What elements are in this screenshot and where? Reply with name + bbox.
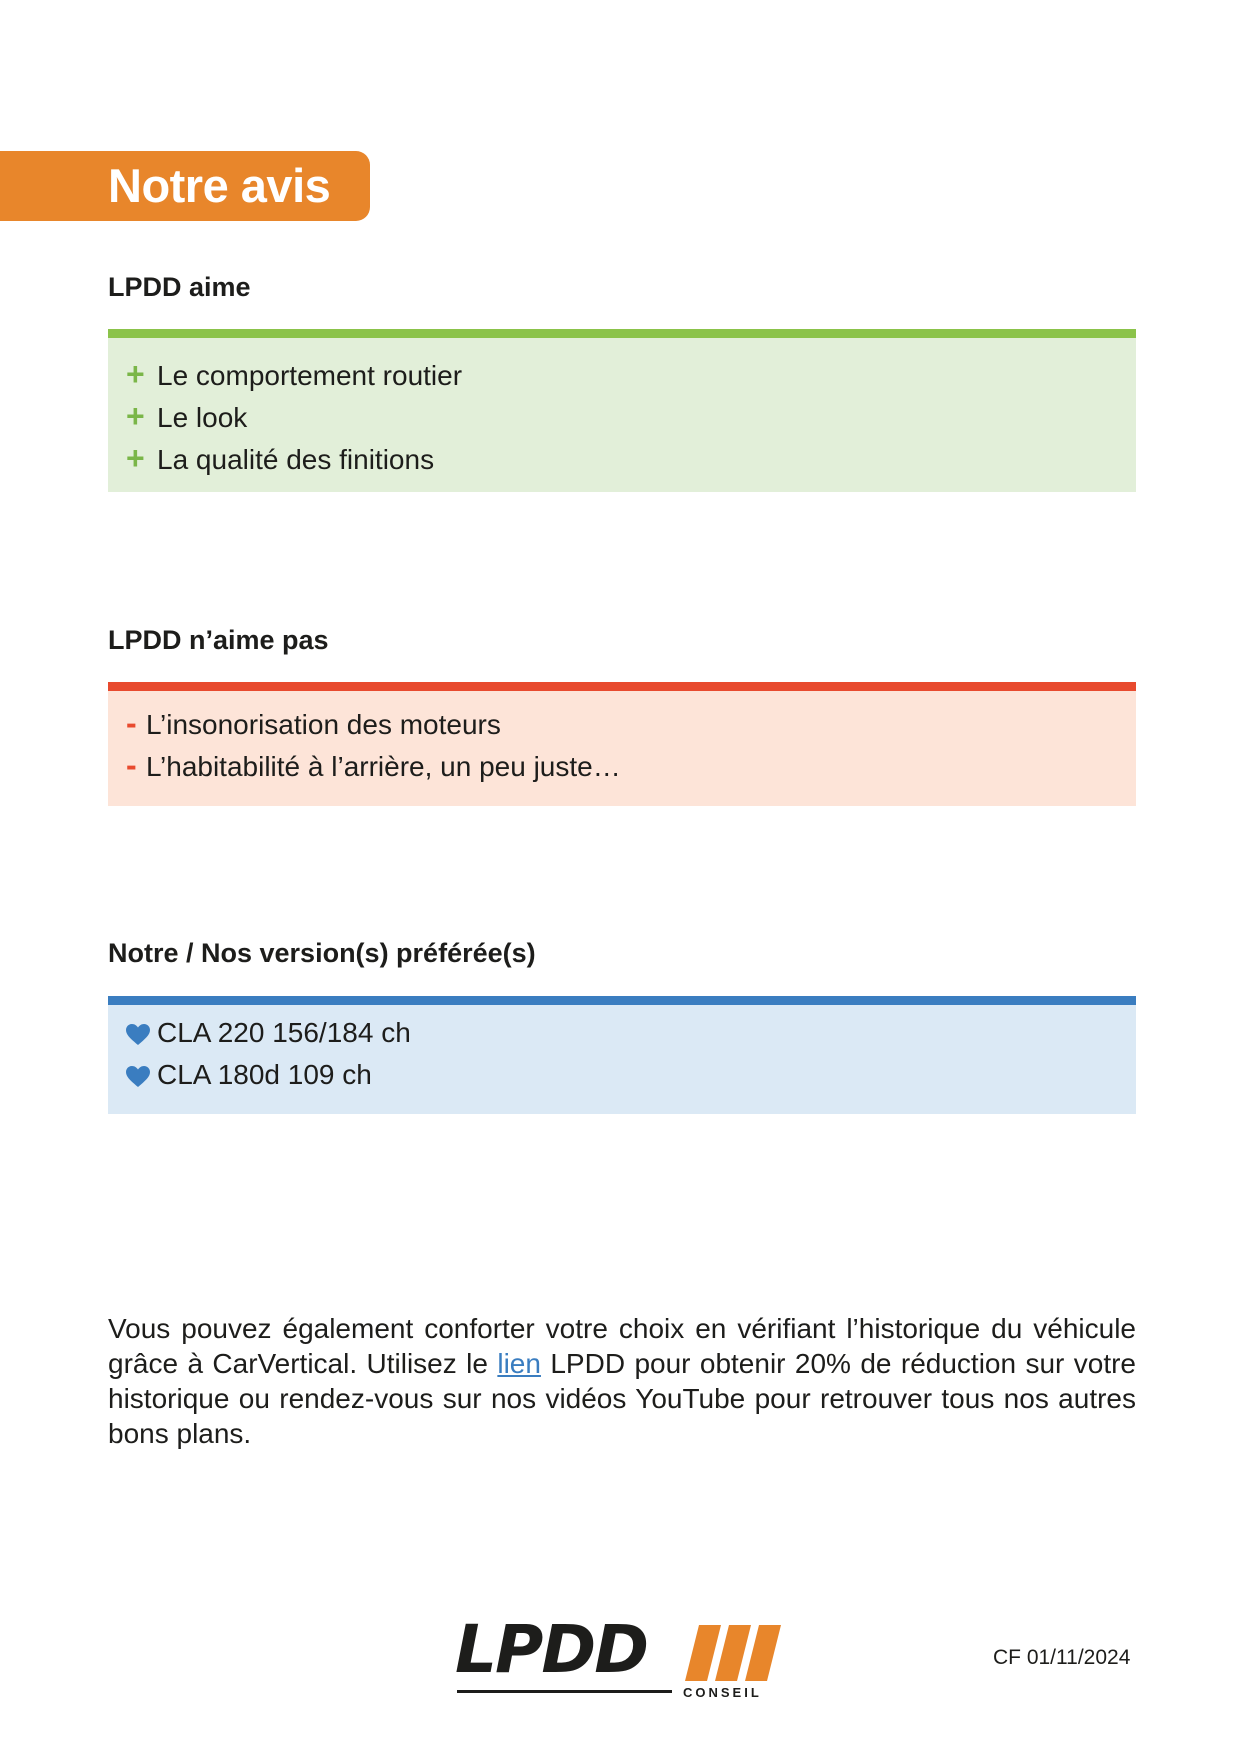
preferred-heading: Notre / Nos version(s) préférée(s) bbox=[108, 938, 536, 968]
dislikes-item: - L’habitabilité à l’arrière, un peu juste… bbox=[126, 744, 1136, 786]
dislikes-heading: LPDD n’aime pas bbox=[108, 625, 329, 655]
minus-icon: - bbox=[126, 747, 137, 783]
minus-icon: - bbox=[126, 705, 137, 741]
dislikes-item: - L’insonorisation des moteurs bbox=[126, 702, 1136, 744]
logo-underline bbox=[457, 1690, 672, 1693]
logo-stripes-icon bbox=[685, 1625, 785, 1681]
title-tab bbox=[0, 151, 370, 221]
dislikes-box bbox=[108, 682, 1136, 806]
carvertical-link[interactable]: lien bbox=[497, 1348, 541, 1379]
preferred-accent-bar bbox=[108, 996, 1136, 1005]
preferred-box bbox=[108, 996, 1136, 1114]
likes-item: + La qualité des finitions bbox=[126, 437, 1136, 479]
likes-accent-bar bbox=[108, 329, 1136, 338]
dislikes-accent-bar bbox=[108, 682, 1136, 691]
logo-subtext: CONSEIL bbox=[683, 1685, 762, 1700]
carvertical-paragraph: Vous pouvez également conforter votre choix en vérifiant l’historique du véhicule grâce à CarVertical. Utilisez le lien LPDD pour obtenir 20% de réduction sur votre historique ou rendez-vous sur nos vidéos YouTube pour retrouver tous nos autres bons plans. bbox=[108, 1313, 1136, 1449]
heart-icon bbox=[126, 1066, 157, 1088]
likes-heading: LPDD aime bbox=[108, 272, 251, 302]
plus-icon: + bbox=[126, 356, 145, 392]
page-title: Notre avis bbox=[108, 159, 331, 212]
logo-text: LPDD bbox=[455, 1611, 647, 1688]
plus-icon: + bbox=[126, 398, 145, 434]
heart-icon bbox=[126, 1024, 157, 1046]
likes-item: + Le look bbox=[126, 395, 1136, 437]
lpdd-logo bbox=[455, 1611, 792, 1701]
footer-reference: CF 01/11/2024 bbox=[993, 1646, 1131, 1669]
likes-item: + Le comportement routier bbox=[126, 353, 1136, 395]
preferred-item: CLA 220 156/184 ch bbox=[126, 1012, 1136, 1054]
likes-box bbox=[108, 329, 1136, 492]
preferred-item: CLA 180d 109 ch bbox=[126, 1054, 1136, 1096]
plus-icon: + bbox=[126, 440, 145, 476]
